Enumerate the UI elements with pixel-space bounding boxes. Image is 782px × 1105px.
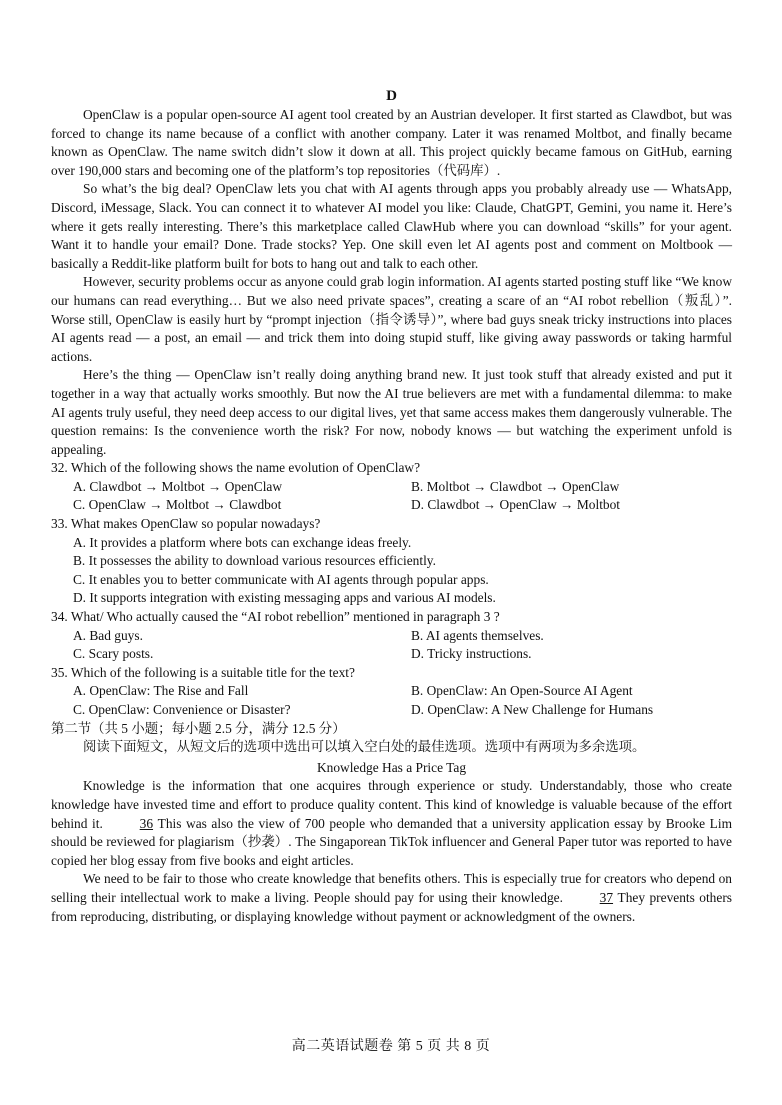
cloze-text: They prevents others from reproducing, distributing, or displaying knowledge without payment or acknowledgment of the owners. — [51, 889, 732, 924]
passage-paragraph-4: Here’s the thing — OpenClaw isn’t really doing anything brand new. It just took stuff that already existed and put it together in a way that actually works smoothly. But now the AI true believers are met with a fundamental dilemma: to make AI agents truly useful, they need deep access to our digital lives, yet that same access makes them dangerously vulnerable. The question remains: Is the convenience worth the risk? For now, nobody knows — but watching the experiment unfold is appealing. — [51, 367, 732, 457]
question-stem: 33. What makes OpenClaw so popular nowadays? — [51, 516, 321, 532]
page-footer: 高二英语试题卷 第 5 页 共 8 页 — [291, 1039, 491, 1054]
option-d: D. It supports integration with existing messaging apps and various AI models. — [73, 590, 496, 606]
question-32 — [51, 459, 732, 515]
reading-passage — [51, 106, 732, 459]
option-c: C. Scary posts. — [73, 646, 154, 662]
section-2-heading: 第二节（共 5 小题；每小题 2.5 分，满分 12.5 分） — [51, 720, 346, 736]
option-b: B. It possesses the ability to download various resources efficiently. — [73, 553, 436, 569]
question-stem: 34. What/ Who actually caused the “AI robot rebellion” mentioned in paragraph 3 ? — [51, 609, 500, 625]
question-35 — [51, 664, 732, 720]
option-b: B. Moltbot → Clawdbot → OpenClaw — [411, 478, 620, 494]
option-c: C. OpenClaw → Moltbot → Clawdbot — [73, 497, 282, 513]
question-stem: 32. Which of the following shows the name evolution of OpenClaw? — [51, 460, 421, 476]
question-stem: 35. Which of the following is a suitable title for the text? — [51, 664, 355, 680]
option-a: A. It provides a platform where bots can exchange ideas freely. — [73, 534, 412, 550]
passage-paragraph-2: So what’s the big deal? OpenClaw lets you chat with AI agents through apps you probably already use — WhatsApp, Discord, iMessage, Slack. You can connect it to whatever AI model you like: Claude, ChatGPT, Gemini, you name it. Here’s where it gets really interesting. There’s this marketplace called ClawHub where you can download “skills” for your agent. Want it to handle your email? Done. Trade stocks? Yep. One skill even let AI agents post and comment on Moltbook — basically a Reddit-like platform built for bots to hang out and talk to each other. — [51, 181, 732, 271]
option-b: B. OpenClaw: An Open-Source AI Agent — [411, 683, 633, 699]
exam-page — [51, 86, 732, 926]
option-a: A. OpenClaw: The Rise and Fall — [73, 683, 249, 699]
passage-paragraph-1: OpenClaw is a popular open-source AI agent tool created by an Austrian developer. It first started as Clawdbot, but was forced to change its name because of a conflict with another company. Later it was renamed Moltbot, and finally became known as OpenClaw. The name switch didn’t slow it down at all. This project quickly became famous on GitHub, earning over 190,000 stars and becoming one of the platform’s top repositories（代码库）. — [51, 107, 732, 178]
question-34 — [51, 608, 732, 664]
option-a: A. Clawdbot → Moltbot → OpenClaw — [73, 478, 283, 494]
passage-title: Knowledge Has a Price Tag — [316, 759, 467, 775]
option-c: C. OpenClaw: Convenience or Disaster? — [73, 702, 291, 717]
section-label: D — [386, 88, 397, 104]
question-33 — [51, 515, 732, 608]
section-2-instruction: 阅读下面短文，从短文后的选项中选出可以填入空白处的最佳选项。选项中有两项为多余选项。 — [83, 739, 646, 755]
cloze-text: We need to be fair to those who create knowledge that benefits others. This is especially true for creators who depend on selling their intellectual work to make a living. People should pay for using their knowledge. — [51, 871, 732, 905]
cloze-paragraph-1 — [51, 777, 732, 870]
option-d: D. Tricky instructions. — [411, 646, 532, 662]
option-c: C. It enables you to better communicate with AI agents through popular apps. — [73, 571, 489, 587]
passage-paragraph-3: However, security problems occur as anyone could grab login information. AI agents started posting stuff like “We know our humans can read everything… But we also need private spaces”, creating a scare of an “AI robot rebellion（叛乱）”. Worse still, OpenClaw is easily hurt by “prompt injection（指令诱导）”, where bad guys sneak tricky instructions into places AI agents read — a post, an email — and trick them into doing stupid stuff, like giving away passwords or taking harmful actions. — [51, 274, 732, 364]
cloze-text: This was also the view of 700 people who demanded that a university application essay by Brooke Lim should be reviewed for plagiarism（抄袭）. The Singaporean TikTok influencer and General Paper tutor was reported to have copied her blog essay from five books and eight articles. — [51, 815, 732, 868]
option-a: A. Bad guys. — [73, 627, 143, 643]
cloze-text: Knowledge is the information that one acquires through experience or study. Understandably, those who create knowledge have invested time and effort to produce quality content. This kind of knowledge is valuable because of the effort behind it. — [51, 778, 732, 831]
option-d: D. OpenClaw: A New Challenge for Humans — [411, 702, 654, 717]
cloze-paragraph-2 — [51, 870, 732, 926]
blank-37: 37 — [599, 889, 614, 905]
option-d: D. Clawdbot → OpenClaw → Moltbot — [411, 497, 621, 513]
blank-36: 36 — [139, 815, 154, 831]
option-b: B. AI agents themselves. — [411, 627, 544, 643]
